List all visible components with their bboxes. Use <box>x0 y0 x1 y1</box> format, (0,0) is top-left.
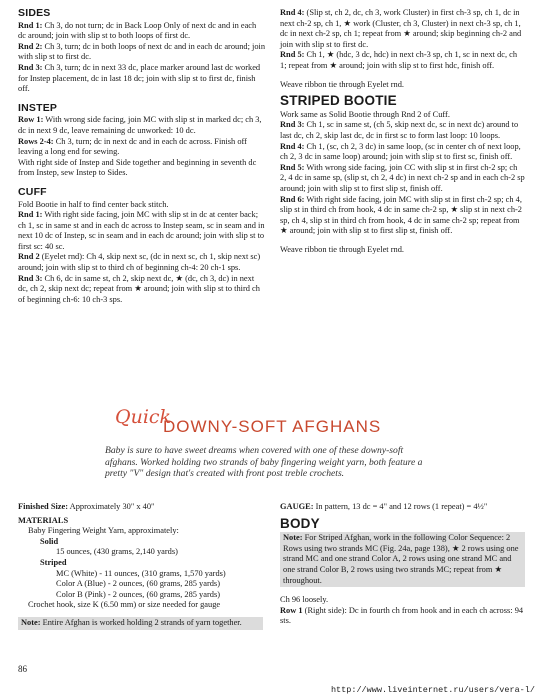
gauge: GAUGE: In pattern, 13 dc = 4" and 12 rows (1 repeat) = 4½" <box>280 502 488 511</box>
source-url: http://www.liveinternet.ru/users/vera-l/ <box>330 685 535 695</box>
materials-mc: MC (White) - 11 ounces, (310 grams, 1,570 yards) <box>56 568 226 578</box>
striped-rnd3: Rnd 3: Ch 1, sc in same st, (ch 5, skip next dc, sc in next dc) around to last dc, ch 2, skip last dc, dc in first sc to form last loop: 10 loops. <box>280 120 519 140</box>
instep-sew: With right side of Instep and Side together and beginning in seventh dc from Instep, sew Instep to Sides. <box>18 157 257 178</box>
afghan-title-row <box>115 406 435 444</box>
body-chain: Ch 96 loosely. <box>280 595 329 605</box>
left-column <box>18 8 266 305</box>
afghan-left-column <box>18 502 263 630</box>
striped-rnd6: Rnd 6: With right side facing, join MC with slip st in first ch-2 sp; ch 4, slip st in third ch from hook, 4 dc in same ch-2 sp, ★ slip st in next ch-2 sp, ch 4, slip st in third ch from hook, 4 dc in same ch-2 sp; repeat from ★ around; join with slip st to first slip st, finish off. <box>280 194 522 236</box>
cuff-rnd4: Rnd 4: (Slip st, ch 2, dc, ch 3, work Cluster) in first ch-3 sp, ch 1, dc in next ch-2 sp, ch 1, ★ work (Cluster, ch 3, Cluster) in next ch-3 sp, ch 1, dc in next ch-2 sp, ch 1; repeat from ★ around; skip beginning ch-2 and join with slip st to first dc. <box>280 8 522 49</box>
striped-bootie-heading: STRIPED BOOTIE <box>280 93 397 109</box>
weave-note-solid: Weave ribbon tie through Eyelet rnd. <box>280 79 404 89</box>
sides-rnd2: Rnd 2: Ch 3, turn; dc in both loops of next dc and in each dc around; join with slip st to first dc. <box>18 41 266 62</box>
afghan-title: DOWNY-SOFT AFGHANS <box>163 417 382 436</box>
cuff-rnd2: Rnd 2 (Eyelet rnd): Ch 4, skip next sc, (dc in next sc, ch 1, skip next sc) around; join with slip st to third ch of beginning ch-4: 20 ch-1 sps. <box>18 252 261 273</box>
materials-heading: MATERIALS <box>18 515 69 525</box>
afghan-note: Note: Entire Afghan is worked holding 2 strands of yarn together. <box>18 617 263 630</box>
materials-striped-label: Striped <box>40 557 67 567</box>
sides-rnd1: Rnd 1: Ch 3, do not turn; dc in Back Loop Only of next dc and in each dc around; join with slip st to both loops of first dc. <box>18 20 257 41</box>
materials-hook: Crochet hook, size K (6.50 mm) or size needed for gauge <box>28 600 221 610</box>
sides-heading: SIDES <box>18 7 51 19</box>
afghan-intro: Baby is sure to have sweet dreams when covered with one of these downy-soft afghans. Worked holding two strands of baby fingering weight yarn, both feature a pretty "V" design that's created with front post treble crochets. <box>105 445 423 479</box>
page-number: 86 <box>18 664 27 674</box>
afghan-right-column <box>280 502 525 627</box>
cuff-rnd5: Rnd 5: Ch 1, ★ (hdc, 3 dc, hdc) in next ch-3 sp, ch 1, sc in next dc, ch 1; repeat from ★ around; join with slip st to first hdc, finish off. <box>280 50 518 70</box>
finished-size: Finished Size: Approximately 30" x 40" <box>18 502 155 511</box>
instep-rows2-4: Rows 2-4: Ch 3, turn; dc in next dc and in each dc across. Finish off leaving a long end for sewing. <box>18 136 247 157</box>
materials-solid-label: Solid <box>40 536 59 546</box>
materials-color-b: Color B (Pink) - 2 ounces, (60 grams, 285 yards) <box>56 589 220 599</box>
cuff-rnd1: Rnd 1: With right side facing, join MC with slip st in dc at center back; ch 1, sc in same st and in each dc across to Instep seam, sc in seam and in next 10 dc of Instep, sc in seam and in each dc around; join with slip st to first sc: 40 sc. <box>18 210 265 251</box>
instep-row1: Row 1: With wrong side facing, join MC with slip st in marked dc; ch 3, dc in next 9 dc, leave remaining dc unworked: 10 dc. <box>18 115 262 135</box>
cuff-intro: Fold Bootie in half to find center back stitch. <box>18 199 169 209</box>
cuff-heading: CUFF <box>18 185 47 198</box>
sides-rnd3: Rnd 3: Ch 3, turn; dc in next 33 dc, place marker around last dc worked for Instep placement, dc in last 18 dc; join with slip st to first dc, finish off. <box>18 62 261 94</box>
body-row1: Row 1 (Right side): Dc in fourth ch from hook and in each ch across: 94 sts. <box>280 605 524 626</box>
materials-solid-amount: 15 ounces, (430 grams, 2,140 yards) <box>56 547 178 557</box>
right-column <box>280 8 525 255</box>
instep-heading: INSTEP <box>18 101 58 114</box>
cuff-rnd3: Rnd 3: Ch 6, dc in same st, ch 2, skip next dc, ★ (dc, ch 3, dc) in next dc, ch 2, skip next dc; repeat from ★ around; join with slip st to third ch of beginning ch-6: 10 ch-3 sps. <box>18 273 260 304</box>
body-heading: BODY <box>280 515 320 531</box>
weave-note-striped: Weave ribbon tie through Eyelet rnd. <box>280 244 404 254</box>
body-note: Note: For Striped Afghan, work in the following Color Sequence: 2 Rows using two strands MC (Fig. 24a, page 138), ★ 2 rows using one strand MC and one strand Color A, 2 rows using one strand MC and one strand Color B, 2 rows using two strands MC; repeat from ★ throughout. <box>280 532 525 587</box>
striped-rnd4: Rnd 4: Ch 1, (sc, ch 2, 3 dc) in same loop, (sc in center ch of next loop, ch 2, 3 dc in same loop) around; join with slip st to first sc, finish off. <box>280 141 521 162</box>
materials-color-a: Color A (Blue) - 2 ounces, (60 grams, 285 yards) <box>56 579 220 589</box>
quick-script-logo: Quick <box>115 406 172 428</box>
striped-rnd5: Rnd 5: With wrong side facing, join CC with slip st in first ch-2 sp; ch 2, 4 dc in same sp, (slip st, ch 2, 4 dc) in next ch-2 sp and in each ch-2 sp around; join with slip st to first slip st, finish off. <box>280 162 525 193</box>
materials-yarn: Baby Fingering Weight Yarn, approximately: <box>28 526 179 536</box>
striped-intro: Work same as Solid Bootie through Rnd 2 of Cuff. <box>280 109 450 119</box>
